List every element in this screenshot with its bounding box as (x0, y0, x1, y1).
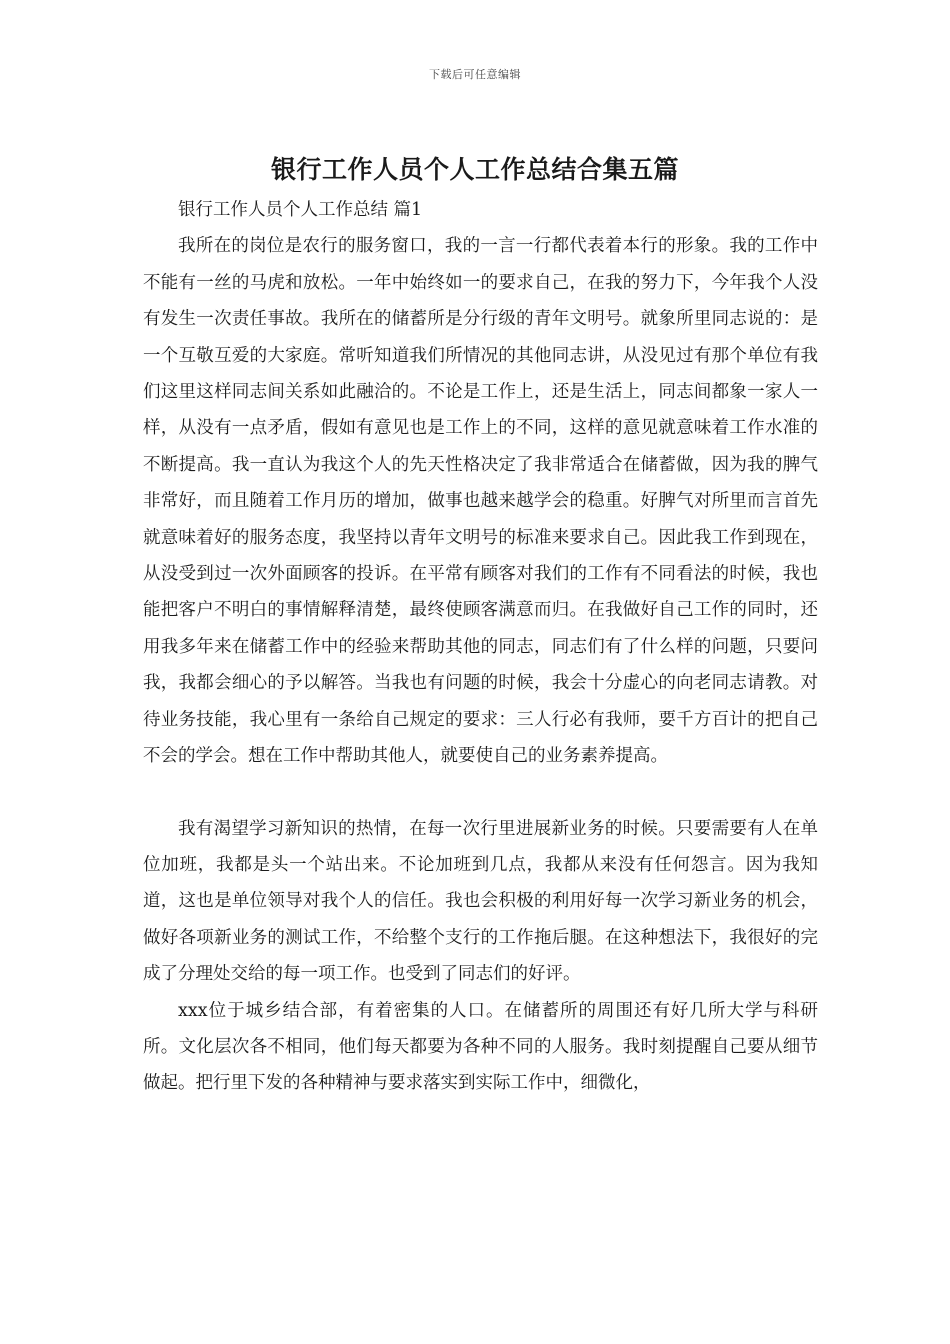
document-title: 银行工作人员个人工作总结合集五篇 (270, 155, 679, 184)
body-paragraph: 我所在的岗位是农行的服务窗口，我的一言一行都代表着本行的形象。我的工作中不能有一丝的马虎和放松。一年中始终如一的要求自己，在我的努力下，今年我个人没有发生一次责任事故。我所在的储蓄所是分行级的青年文明号。就象所里同志说的：是一个互敬互爱的大家庭。常听知道我们所情况的其他同志讲，从没见过有那个单位有我们这里这样同志间关系如此融洽的。不论是工作上，还是生活上，同志间都象一家人一样，从没有一点矛盾，假如有意见也是工作上的不同，这样的意见就意味着工作水准的不断提高。我一直认为我这个人的先天性格决定了我非常适合在储蓄做，因为我的脾气非常好，而且随着工作月历的增加，做事也越来越学会的稳重。好脾气对所里而言首先就意味着好的服务态度，我坚持以青年文明号的标准来要求自己。因此我工作到现在，从没受到过一次外面顾客的投诉。在平常有顾客对我们的工作有不同看法的时候，我也能把客户不明白的事情解释清楚，最终使顾客满意而归。在我做好自己工作的同时，还用我多年来在储蓄工作中的经验来帮助其他的同志，同志们有了什么样的问题，只要问我，我都会细心的予以解答。当我也有问题的时候，我会十分虚心的向老同志请教。对待业务技能，我心里有一条给自己规定的要求：三人行必有我师，要千方百计的把自己不会的学会。想在工作中帮助其他人，就要使自己的业务素养提高。 (143, 236, 818, 767)
section-heading: 银行工作人员个人工作总结 篇1 (178, 200, 423, 220)
document-body (143, 192, 818, 1102)
body-paragraph: 我有渴望学习新知识的热情，在每一次行里进展新业务的时候。只要需要有人在单位加班，我都是头一个站出来。不论加班到几点，我都从来没有任何怨言。因为我知道，这也是单位领导对我个人的信任。我也会积极的利用好每一次学习新业务的机会，做好各项新业务的测试工作，不给整个支行的工作拖后腿。在这种想法下，我很好的完成了分理处交给的每一项工作。也受到了同志们的好评。 (143, 818, 818, 985)
body-paragraph: xxx位于城乡结合部，有着密集的人口。在储蓄所的周围还有好几所大学与科研所。文化层次各不相同，他们每天都要为各种不同的人服务。我时刻提醒自己要从细节做起。把行里下发的各种精神与要求落实到实际工作中，细微化， (143, 1000, 818, 1094)
header-note: 下载后可任意编辑 (429, 68, 521, 81)
